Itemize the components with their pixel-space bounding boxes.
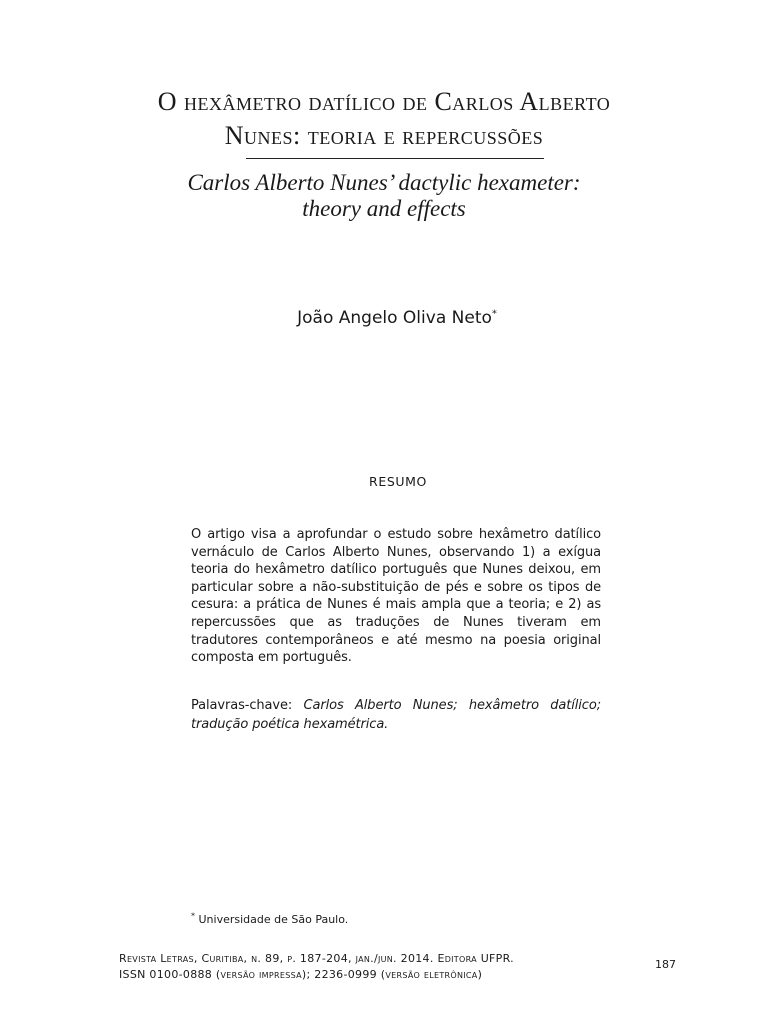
abstract-body: O artigo visa a aprofundar o estudo sobre hexâmetro datílico vernáculo de Carlos Alberto Nunes, observando 1) a exígua teoria do hexâmetro datílico português que Nunes deixou, em particular sobre a não-substituição de pés e sobre os tipos de cesura: a prática de Nunes é mais ampla que a teoria; e 2) as repercussões que as traduções de Nunes tiveram em tradutores contemporâneos e até mesmo na poesia original composta em português. — [191, 527, 601, 666]
footnote — [191, 912, 591, 928]
author-byline — [100, 304, 694, 332]
author-footnote-mark: * — [491, 308, 497, 320]
footnote-mark: * — [191, 911, 195, 921]
article-title-line-1: O hexâmetro datílico de Carlos Alberto — [157, 87, 611, 116]
keywords — [191, 696, 601, 734]
journal-citation — [119, 951, 559, 983]
article-title-line-2: Nunes: teoria e repercussões — [224, 121, 544, 150]
journal-citation-line-1: Revista Letras, Curitiba, n. 89, p. 187-204, jan./jun. 2014. Editora UFPR. — [119, 952, 514, 965]
keywords-terms: Carlos Alberto Nunes; hexâmetro datílico; tradução poética hexamétrica. — [191, 698, 601, 732]
keywords-label: Palavras-chave: — [191, 698, 304, 713]
english-title-line-1: Carlos Alberto Nunes’ dactylic hexameter: — [187, 170, 581, 195]
author-name: João Angelo Oliva Neto — [297, 308, 492, 328]
english-title-line-2: theory and effects — [302, 196, 466, 221]
page-number: 187 — [655, 958, 676, 971]
title-divider — [246, 158, 544, 159]
footnote-text: Universidade de São Paulo. — [195, 913, 349, 926]
abstract-heading: RESUMO — [369, 474, 427, 489]
journal-citation-line-2: ISSN 0100-0888 (versão impressa); 2236-0999 (versão eletrônica) — [119, 968, 483, 981]
